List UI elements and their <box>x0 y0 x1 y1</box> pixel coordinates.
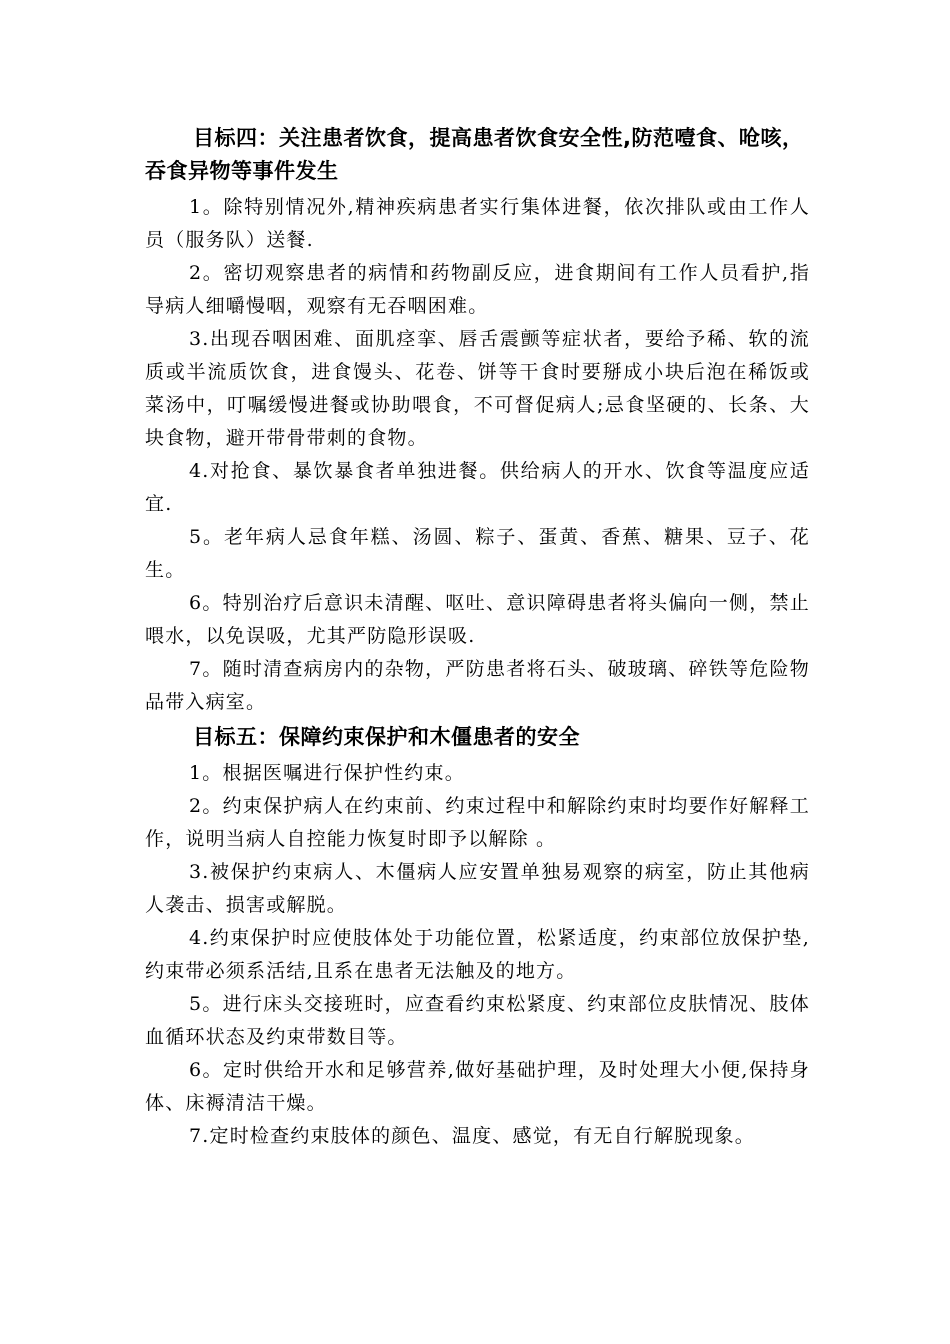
section-4-item-7: 7。随时清查病房内的杂物，严防患者将石头、破玻璃、碎铁等危险物品带入病室。 <box>145 658 810 713</box>
section-5-item-1: 1。根据医嘱进行保护性约束。 <box>189 762 465 784</box>
section-4-item-6: 6。特别治疗后意识未清醒、呕吐、意识障碍患者将头偏向一侧，禁止喂水，以免误吸，尤其严防隐形误吸. <box>145 592 810 647</box>
document-page <box>145 122 810 1153</box>
section-5-item-2: 2。约束保护病人在约束前、约束过程中和解除约束时均要作好解释工作，说明当病人自控能力恢复时即予以解除 。 <box>145 795 810 850</box>
section-4-item-5: 5。老年病人忌食年糕、汤圆、粽子、蛋黄、香蕉、糖果、豆子、花生。 <box>145 526 810 581</box>
section-4-item-2: 2。密切观察患者的病情和药物副反应，进食期间有工作人员看护,指导病人细嚼慢咽，观察有无吞咽困难。 <box>145 262 810 317</box>
section-5-item-5: 5。进行床头交接班时，应查看约束松紧度、约束部位皮肤情况、肢体血循环状态及约束带数目等。 <box>145 993 810 1048</box>
section-5-item-4: 4.约束保护时应使肢体处于功能位置，松紧适度，约束部位放保护垫,约束带必须系活结,且系在患者无法触及的地方。 <box>145 927 810 982</box>
section-4-item-4: 4.对抢食、暴饮暴食者单独进餐。供给病人的开水、饮食等温度应适宜. <box>145 460 810 515</box>
section-5-item-6: 6。定时供给开水和足够营养,做好基础护理，及时处理大小便,保持身体、床褥清洁干燥。 <box>145 1059 810 1114</box>
section-4-heading: 目标四：关注患者饮食，提高患者饮食安全性,防范噎食、呛咳，吞食异物等事件发生 <box>145 126 804 183</box>
section-5-heading: 目标五：保障约束保护和木僵患者的安全 <box>193 725 580 749</box>
section-4-item-1: 1。除特别情况外,精神疾病患者实行集体进餐，依次排队或由工作人员（服务队）送餐. <box>145 196 810 251</box>
section-5-item-7: 7.定时检查约束肢体的颜色、温度、感觉，有无自行解脱现象。 <box>189 1125 755 1147</box>
section-5-item-3: 3.被保护约束病人、木僵病人应安置单独易观察的病室，防止其他病人袭击、损害或解脱。 <box>145 861 810 916</box>
section-4-item-3: 3.出现吞咽困难、面肌痉挛、唇舌震颤等症状者，要给予稀、软的流质或半流质饮食，进食馒头、花卷、饼等干食时要掰成小块后泡在稀饭或菜汤中，叮嘱缓慢进餐或协助喂食，不可督促病人;忌食坚硬的、长条、大块食物，避开带骨带刺的食物。 <box>145 328 810 449</box>
